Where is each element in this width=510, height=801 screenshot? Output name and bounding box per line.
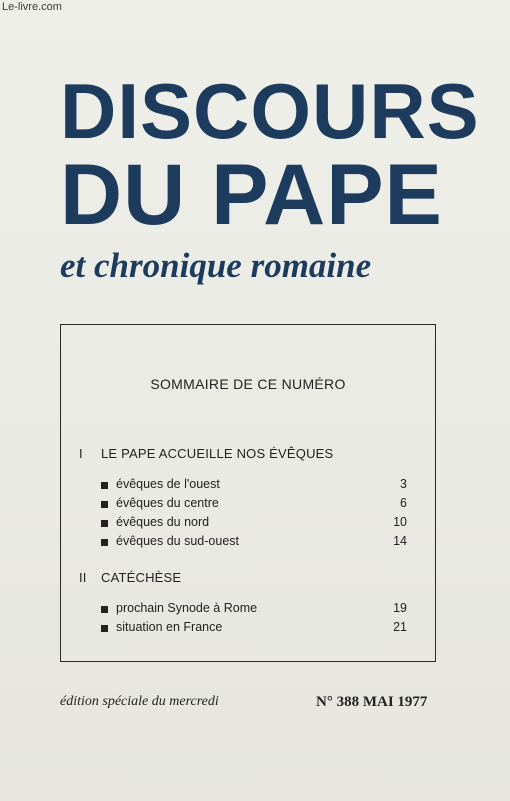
subtitle: et chronique romaine	[60, 246, 372, 285]
square-bullet-icon	[101, 539, 108, 546]
square-bullet-icon	[101, 520, 108, 527]
item-label: prochain Synode à Rome	[116, 601, 258, 615]
section-2-heading	[79, 570, 181, 585]
list-item	[101, 515, 407, 533]
summary-heading: SOMMAIRE DE CE NUMÉRO	[150, 376, 346, 392]
item-page: 10	[393, 515, 407, 529]
item-page: 14	[393, 534, 407, 548]
list-item	[101, 620, 407, 638]
item-label: évêques du nord	[116, 515, 210, 529]
item-label: évêques de l'ouest	[116, 477, 220, 491]
list-item	[101, 601, 407, 619]
section-title: CATÉCHÈSE	[101, 570, 182, 585]
title-line-1: DISCOURS	[60, 67, 480, 155]
section-title: LE PAPE ACCUEILLE NOS ÉVÊQUES	[101, 446, 334, 461]
list-item	[101, 477, 407, 495]
square-bullet-icon	[101, 501, 108, 508]
title-line-2: DU PAPE	[60, 147, 443, 243]
list-item	[101, 496, 407, 514]
item-label: évêques du centre	[116, 496, 219, 510]
item-page: 21	[393, 620, 407, 634]
square-bullet-icon	[101, 482, 108, 489]
square-bullet-icon	[101, 625, 108, 632]
section-number: I	[79, 446, 83, 461]
section-number: II	[79, 570, 87, 585]
list-item	[101, 534, 407, 552]
edition-note: édition spéciale du mercredi	[60, 694, 219, 709]
item-page: 3	[400, 477, 407, 491]
item-page: 6	[400, 496, 407, 510]
item-label: évêques du sud-ouest	[116, 534, 240, 548]
square-bullet-icon	[101, 606, 108, 613]
watermark: Le-livre.com	[2, 1, 62, 13]
issue-number: N° 388 MAI 1977	[316, 694, 428, 710]
section-1-heading	[79, 446, 333, 461]
item-page: 19	[393, 601, 407, 615]
item-label: situation en France	[116, 620, 223, 634]
summary-box	[60, 324, 436, 662]
